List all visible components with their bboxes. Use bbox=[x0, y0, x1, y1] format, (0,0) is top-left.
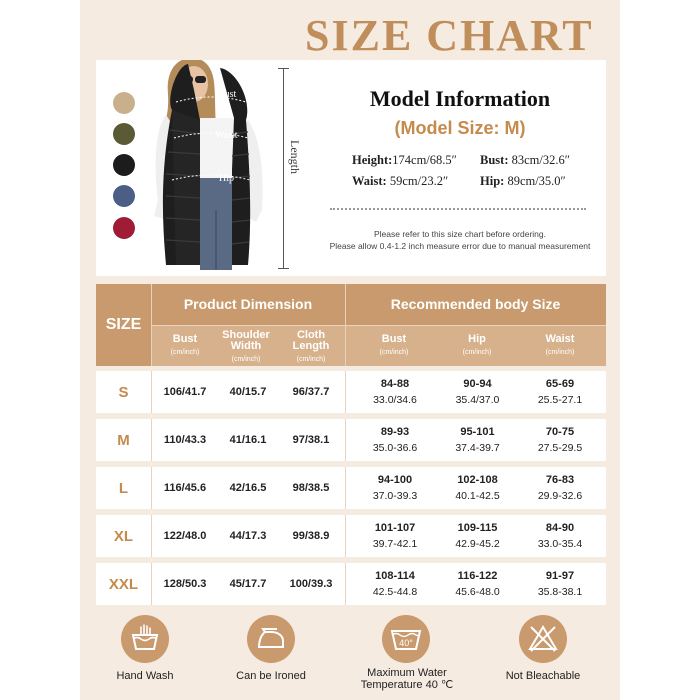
body-size-cell: 90-94 35.4/37.0 bbox=[455, 378, 500, 406]
col-header-bust: Bust (cm/inch) bbox=[379, 333, 409, 356]
swatch-olive[interactable] bbox=[113, 123, 135, 145]
body-size-cell: 89-93 35.0-36.6 bbox=[372, 426, 418, 454]
product-dimension-cell: 128/50.3 bbox=[163, 578, 207, 590]
col-header-hip: Hip (cm/inch) bbox=[462, 333, 492, 356]
recommended-size-header: Recommended body Size bbox=[390, 296, 561, 312]
table-row bbox=[96, 467, 606, 509]
table-row bbox=[96, 515, 606, 557]
product-dimension-cell: 97/38.1 bbox=[292, 434, 330, 446]
length-measure-line bbox=[283, 68, 284, 268]
body-size-cell: 65-69 25.5-27.1 bbox=[537, 378, 583, 406]
water-temperature-icon bbox=[382, 615, 430, 663]
measure-error-note: Please allow 0.4-1.2 inch measure error due to manual measurement bbox=[329, 241, 591, 251]
product-dimension-cell: 40/15.7 bbox=[229, 386, 267, 398]
page-title: SIZE CHART bbox=[305, 11, 594, 60]
length-cap-bottom bbox=[278, 268, 289, 269]
divider-dotted bbox=[330, 208, 586, 210]
body-size-cell: 84-88 33.0/34.6 bbox=[373, 378, 417, 406]
bust-label: Bust bbox=[218, 89, 237, 100]
care-label-not-bleachable: Not Bleachable bbox=[505, 670, 581, 682]
table-row bbox=[96, 371, 606, 413]
product-dimension-header: Product Dimension bbox=[183, 296, 313, 312]
waist-measure: Waist: 59cm/23.2″ bbox=[352, 174, 449, 188]
hip-measure: Hip: 89cm/35.0″ bbox=[480, 174, 566, 188]
body-size-cell: 108-114 42.5-44.8 bbox=[372, 570, 418, 598]
product-dimension-cell: 41/16.1 bbox=[229, 434, 267, 446]
care-label-ironed: Can be Ironed bbox=[236, 670, 306, 682]
size-cell: M bbox=[117, 431, 130, 449]
hip-label: Hip bbox=[219, 173, 234, 184]
body-size-cell: 116-122 45.6-48.0 bbox=[455, 570, 500, 598]
header-separator bbox=[151, 325, 606, 326]
col-header-shoulder-width: Shoulder Width (cm/inch) bbox=[222, 329, 270, 363]
product-dimension-cell: 99/38.9 bbox=[292, 530, 330, 542]
product-dimension-cell: 45/17.7 bbox=[229, 578, 267, 590]
body-size-cell: 76-83 29.9-32.6 bbox=[537, 474, 583, 502]
height-measure: Height:174cm/68.5″ bbox=[352, 153, 457, 167]
water-temp-value: 40° bbox=[399, 638, 413, 648]
product-dimension-cell: 44/17.3 bbox=[229, 530, 267, 542]
body-size-cell: 91-97 35.8-38.1 bbox=[537, 570, 583, 598]
swatch-black[interactable] bbox=[113, 154, 135, 176]
table-row bbox=[96, 419, 606, 461]
body-size-cell: 101-107 39.7-42.1 bbox=[372, 522, 418, 550]
waist-label: Waist bbox=[215, 130, 238, 141]
product-dimension-cell: 96/37.7 bbox=[292, 386, 330, 398]
size-cell: L bbox=[118, 479, 129, 497]
bust-measure: Bust: 83cm/32.6″ bbox=[480, 153, 570, 167]
col-header-cloth-length: Cloth Length (cm/inch) bbox=[292, 329, 330, 363]
body-size-cell: 84-90 33.0-35.4 bbox=[537, 522, 583, 550]
body-size-cell: 109-115 42.9-45.2 bbox=[455, 522, 500, 550]
swatch-khaki[interactable] bbox=[113, 92, 135, 114]
product-dimension-cell: 42/16.5 bbox=[229, 482, 267, 494]
product-dimension-cell: 100/39.3 bbox=[289, 578, 333, 590]
no-bleach-icon bbox=[519, 615, 567, 663]
length-label: Length bbox=[288, 140, 302, 174]
model-info-heading: Model Information bbox=[369, 86, 551, 111]
product-dimension-cell: 122/48.0 bbox=[163, 530, 207, 542]
length-cap-top bbox=[278, 68, 289, 69]
order-note: Please refer to this size chart before ordering. bbox=[374, 229, 546, 239]
product-dimension-cell: 116/45.6 bbox=[163, 482, 207, 494]
product-dimension-cell: 106/41.7 bbox=[163, 386, 207, 398]
size-cell: S bbox=[118, 383, 129, 401]
model-size-text: (Model Size: M) bbox=[394, 118, 526, 138]
col-header-bust: Bust (cm/inch) bbox=[170, 333, 200, 356]
care-label-water-temp: Maximum Water Temperature 40 ℃ bbox=[360, 667, 454, 691]
col-header-waist: Waist (cm/inch) bbox=[545, 333, 575, 356]
swatch-red[interactable] bbox=[113, 217, 135, 239]
product-dimension-cell: 98/38.5 bbox=[292, 482, 330, 494]
size-column-header: SIZE bbox=[96, 284, 151, 366]
body-size-cell: 70-75 27.5-29.5 bbox=[537, 426, 583, 454]
iron-icon bbox=[247, 615, 295, 663]
hand-wash-icon bbox=[121, 615, 169, 663]
product-dimension-cell: 110/43.3 bbox=[163, 434, 207, 446]
size-cell: XL bbox=[113, 527, 134, 545]
care-label-hand-wash: Hand Wash bbox=[116, 670, 174, 682]
table-row bbox=[96, 563, 606, 605]
swatch-navy[interactable] bbox=[113, 185, 135, 207]
body-size-cell: 102-108 40.1-42.5 bbox=[455, 474, 500, 502]
size-cell: XXL bbox=[108, 575, 139, 593]
body-size-cell: 95-101 37.4-39.7 bbox=[455, 426, 500, 454]
body-size-cell: 94-100 37.0-39.3 bbox=[372, 474, 418, 502]
